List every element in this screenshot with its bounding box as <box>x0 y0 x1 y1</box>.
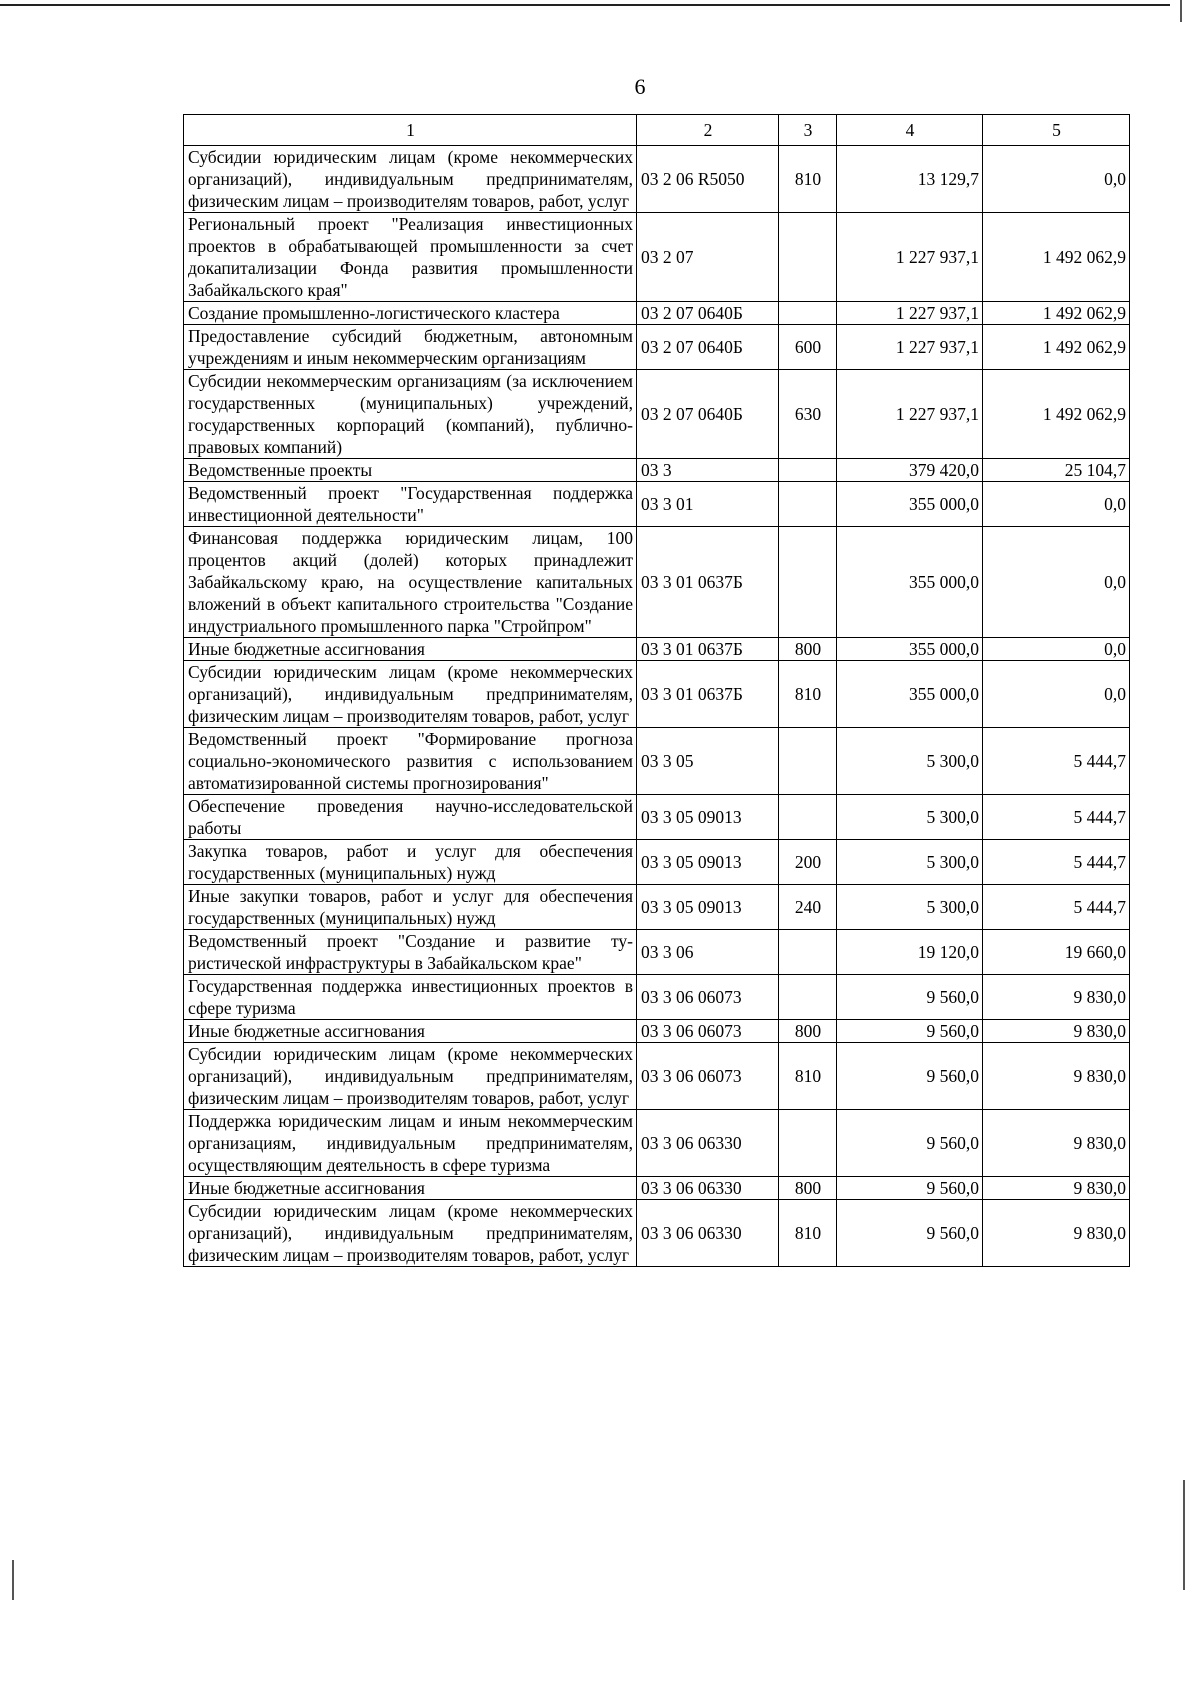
item-name-cell: Субсидии юридическим лицам (кроме некоммерческих организаций), индивидуальным предпринимателям, физическим лицам – производителям товаров, работ, услуг <box>184 661 637 728</box>
table-row <box>184 795 1130 840</box>
item-name-cell: Субсидии юридическим лицам (кроме некоммерческих организаций), индивидуальным предпринимателям, физическим лицам – производителям товаров, работ, услуг <box>184 146 637 213</box>
left-margin-mark <box>12 1560 14 1600</box>
amount-col5-cell: 1 492 062,9 <box>983 302 1130 325</box>
amount-col4-cell: 9 560,0 <box>837 1110 983 1177</box>
table-row <box>184 370 1130 459</box>
expense-type-cell: 810 <box>779 1043 837 1110</box>
item-name-cell: Иные бюджетные ассигнования <box>184 1177 637 1200</box>
target-code-cell: 03 3 06 06073 <box>637 1020 779 1043</box>
amount-col4-cell: 1 227 937,1 <box>837 325 983 370</box>
amount-col5-cell: 9 830,0 <box>983 1020 1130 1043</box>
target-code-cell: 03 3 01 <box>637 482 779 527</box>
expense-type-cell: 810 <box>779 146 837 213</box>
top-scan-rule <box>0 4 1170 6</box>
expense-type-cell: 600 <box>779 325 837 370</box>
item-name-cell: Ведомственный проект "Создание и развитие туристической инфраструктуры в Забайкальском крае" <box>184 930 637 975</box>
amount-col5-cell: 0,0 <box>983 638 1130 661</box>
item-name-cell: Региональный проект "Реализация инвестиционных проектов в обрабатывающей промышленности за счет докапитализации Фонда развития промышленности Забайкальского края" <box>184 213 637 302</box>
target-code-cell: 03 2 07 0640Б <box>637 302 779 325</box>
expense-type-cell <box>779 795 837 840</box>
amount-col4-cell: 9 560,0 <box>837 1020 983 1043</box>
item-name-cell: Иные бюджетные ассигнования <box>184 638 637 661</box>
table-row <box>184 840 1130 885</box>
amount-col5-cell: 9 830,0 <box>983 1043 1130 1110</box>
target-code-cell: 03 3 <box>637 459 779 482</box>
item-name-cell: Предоставление субсидий бюджетным, автономным учреждениям и иным некоммерческим организациям <box>184 325 637 370</box>
item-name-cell: Иные бюджетные ассигнования <box>184 1020 637 1043</box>
table-row <box>184 930 1130 975</box>
amount-col5-cell: 0,0 <box>983 482 1130 527</box>
amount-col4-cell: 355 000,0 <box>837 482 983 527</box>
expense-type-cell <box>779 527 837 638</box>
target-code-cell: 03 2 07 0640Б <box>637 370 779 459</box>
amount-col5-cell: 1 492 062,9 <box>983 213 1130 302</box>
expense-type-cell <box>779 459 837 482</box>
target-code-cell: 03 3 06 06330 <box>637 1200 779 1267</box>
amount-col4-cell: 379 420,0 <box>837 459 983 482</box>
expense-type-cell: 810 <box>779 1200 837 1267</box>
table-row <box>184 1020 1130 1043</box>
amount-col5-cell: 5 444,7 <box>983 795 1130 840</box>
page-number: 6 <box>634 74 646 99</box>
expense-type-cell: 240 <box>779 885 837 930</box>
item-name-cell: Государственная поддержка инвестиционных проектов в сфере туризма <box>184 975 637 1020</box>
table-row <box>184 1110 1130 1177</box>
target-code-cell: 03 2 06 R5050 <box>637 146 779 213</box>
amount-col5-cell: 0,0 <box>983 661 1130 728</box>
amount-col5-cell: 0,0 <box>983 527 1130 638</box>
target-code-cell: 03 3 01 0637Б <box>637 638 779 661</box>
item-name-cell: Закупка товаров, работ и услуг для обеспечения государственных (муниципальных) нужд <box>184 840 637 885</box>
amount-col4-cell: 9 560,0 <box>837 1043 983 1110</box>
table-row <box>184 527 1130 638</box>
item-name-cell: Обеспечение проведения научно-исследовательской работы <box>184 795 637 840</box>
expense-type-cell <box>779 213 837 302</box>
item-name-cell: Ведомственные проекты <box>184 459 637 482</box>
right-margin-mark-lower <box>1183 1480 1185 1590</box>
header-row <box>184 115 1130 146</box>
column-header-4: 4 <box>837 115 983 146</box>
amount-col4-cell: 19 120,0 <box>837 930 983 975</box>
amount-col5-cell: 9 830,0 <box>983 1110 1130 1177</box>
expense-type-cell: 810 <box>779 661 837 728</box>
amount-col5-cell: 25 104,7 <box>983 459 1130 482</box>
target-code-cell: 03 3 06 06073 <box>637 975 779 1020</box>
target-code-cell: 03 2 07 <box>637 213 779 302</box>
item-name-cell: Субсидии юридическим лицам (кроме некоммерческих организаций), индивидуальным предпринимателям, физическим лицам – производителям товаров, работ, услуг <box>184 1043 637 1110</box>
target-code-cell: 03 3 06 06073 <box>637 1043 779 1110</box>
amount-col4-cell: 5 300,0 <box>837 885 983 930</box>
table-row <box>184 213 1130 302</box>
table-row <box>184 661 1130 728</box>
target-code-cell: 03 3 05 09013 <box>637 795 779 840</box>
amount-col4-cell: 1 227 937,1 <box>837 302 983 325</box>
expense-type-cell <box>779 1110 837 1177</box>
target-code-cell: 03 3 06 06330 <box>637 1177 779 1200</box>
column-header-2: 2 <box>637 115 779 146</box>
item-name-cell: Поддержка юридическим лицам и иным некоммерческим организациям, индивидуальным предпринимателям, осуществляющим деятельность в сфере туризма <box>184 1110 637 1177</box>
expense-type-cell <box>779 975 837 1020</box>
item-name-cell: Ведомственный проект "Государственная поддержка инвестиционной деятельности" <box>184 482 637 527</box>
amount-col5-cell: 1 492 062,9 <box>983 325 1130 370</box>
amount-col4-cell: 9 560,0 <box>837 1200 983 1267</box>
budget-table <box>183 114 1130 1267</box>
item-name-cell: Иные закупки товаров, работ и услуг для обеспечения государственных (муниципальных) нужд <box>184 885 637 930</box>
amount-col5-cell: 1 492 062,9 <box>983 370 1130 459</box>
amount-col4-cell: 1 227 937,1 <box>837 370 983 459</box>
item-name-cell: Финансовая поддержка юридическим лицам, 100 процентов акций (долей) которых принадлежит Забайкальскому краю, на осуществление капитальных вложений в объект капитального строительства "Создание индустриального промышленного парка "Стройпром" <box>184 527 637 638</box>
amount-col5-cell: 0,0 <box>983 146 1130 213</box>
table-row <box>184 482 1130 527</box>
amount-col4-cell: 5 300,0 <box>837 728 983 795</box>
amount-col5-cell: 9 830,0 <box>983 1200 1130 1267</box>
amount-col4-cell: 355 000,0 <box>837 527 983 638</box>
table-row <box>184 885 1130 930</box>
table-row <box>184 638 1130 661</box>
target-code-cell: 03 3 05 <box>637 728 779 795</box>
table-row <box>184 146 1130 213</box>
target-code-cell: 03 3 01 0637Б <box>637 661 779 728</box>
target-code-cell: 03 2 07 0640Б <box>637 325 779 370</box>
expense-type-cell: 200 <box>779 840 837 885</box>
item-name-cell: Субсидии некоммерческим организациям (за исключением государственных (муниципальных) учреждений, государственных корпораций (компаний), публично-правовых компаний) <box>184 370 637 459</box>
target-code-cell: 03 3 05 09013 <box>637 840 779 885</box>
target-code-cell: 03 3 05 09013 <box>637 885 779 930</box>
item-name-cell: Ведомственный проект "Формирование прогноза социально-экономического развития с использованием автоматизированной системы прогнозирования" <box>184 728 637 795</box>
amount-col4-cell: 5 300,0 <box>837 795 983 840</box>
item-name-cell: Субсидии юридическим лицам (кроме некоммерческих организаций), индивидуальным предпринимателям, физическим лицам – производителям товаров, работ, услуг <box>184 1200 637 1267</box>
expense-type-cell <box>779 728 837 795</box>
target-code-cell: 03 3 01 0637Б <box>637 527 779 638</box>
amount-col5-cell: 9 830,0 <box>983 1177 1130 1200</box>
amount-col4-cell: 13 129,7 <box>837 146 983 213</box>
expense-type-cell: 800 <box>779 1020 837 1043</box>
amount-col4-cell: 9 560,0 <box>837 1177 983 1200</box>
expense-type-cell: 630 <box>779 370 837 459</box>
table-row <box>184 325 1130 370</box>
amount-col5-cell: 5 444,7 <box>983 840 1130 885</box>
table-body <box>184 146 1130 1267</box>
column-header-5: 5 <box>983 115 1130 146</box>
amount-col4-cell: 355 000,0 <box>837 661 983 728</box>
table-row <box>184 302 1130 325</box>
amount-col4-cell: 355 000,0 <box>837 638 983 661</box>
target-code-cell: 03 3 06 <box>637 930 779 975</box>
right-margin-mark <box>1180 0 1182 22</box>
column-header-1: 1 <box>184 115 637 146</box>
table-row <box>184 728 1130 795</box>
table-row <box>184 1200 1130 1267</box>
amount-col5-cell: 9 830,0 <box>983 975 1130 1020</box>
table-row <box>184 459 1130 482</box>
amount-col4-cell: 1 227 937,1 <box>837 213 983 302</box>
item-name-cell: Создание промышленно-логистического кластера <box>184 302 637 325</box>
target-code-cell: 03 3 06 06330 <box>637 1110 779 1177</box>
amount-col5-cell: 5 444,7 <box>983 885 1130 930</box>
table-row <box>184 975 1130 1020</box>
table-row <box>184 1043 1130 1110</box>
column-header-3: 3 <box>779 115 837 146</box>
amount-col4-cell: 9 560,0 <box>837 975 983 1020</box>
expense-type-cell <box>779 302 837 325</box>
expense-type-cell <box>779 930 837 975</box>
expense-type-cell <box>779 482 837 527</box>
amount-col5-cell: 19 660,0 <box>983 930 1130 975</box>
expense-type-cell: 800 <box>779 638 837 661</box>
amount-col4-cell: 5 300,0 <box>837 840 983 885</box>
amount-col5-cell: 5 444,7 <box>983 728 1130 795</box>
expense-type-cell: 800 <box>779 1177 837 1200</box>
table-row <box>184 1177 1130 1200</box>
